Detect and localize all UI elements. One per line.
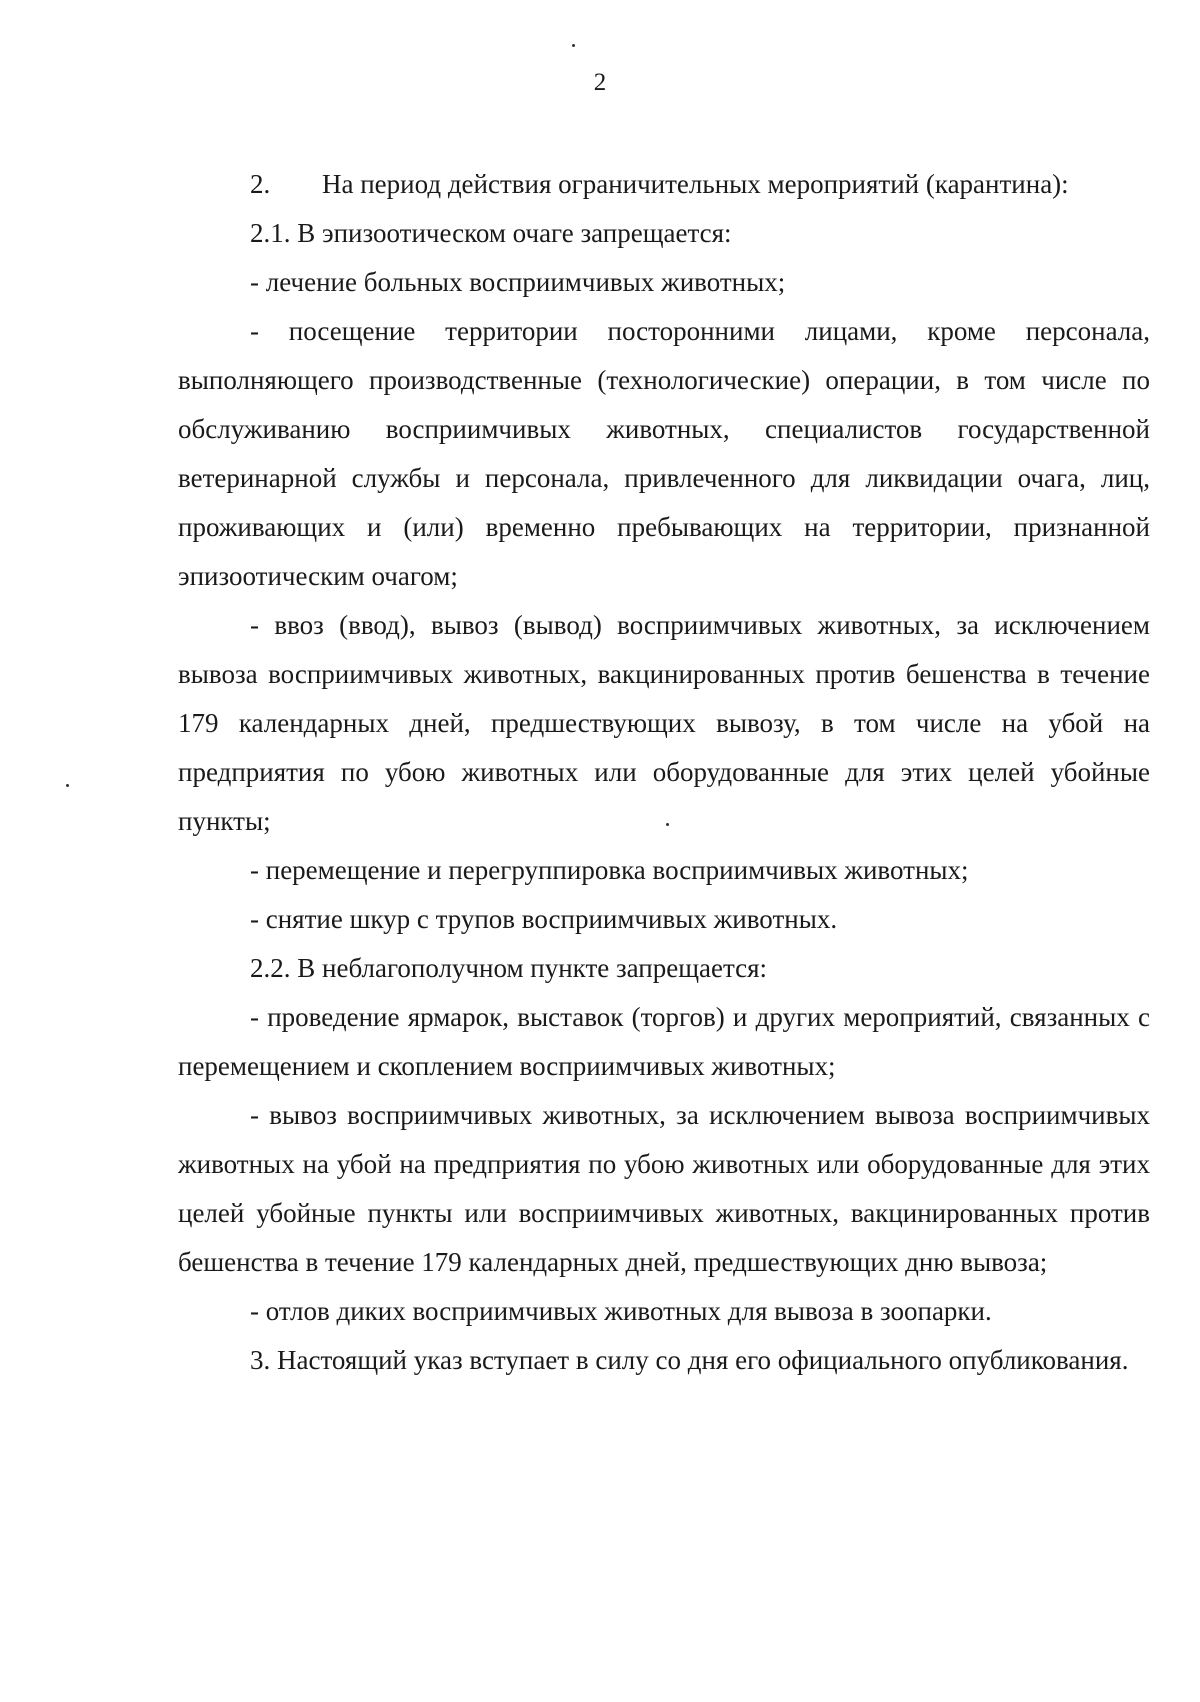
list-item-skins: - снятие шкур с трупов восприимчивых животных. — [250, 904, 838, 934]
list-item-import-export: - ввоз (ввод), вывоз (вывод) восприимчивых животных, за исключением вывоза восприимчивых животных, вакцинированных против бешенства в течение 179 календарных дней, предшествующих вывозу, в том числе на убой на предприятия по убою животных или оборудованные для этих целей убойные пункты; — [178, 610, 1150, 836]
scan-speck — [666, 823, 669, 826]
list-item-treatment: - лечение больных восприимчивых животных; — [250, 267, 786, 297]
paragraph-item-2 — [178, 160, 1150, 209]
paragraph-text: На период действия ограничительных мероприятий (карантина): — [322, 169, 1069, 199]
list-item-capture: - отлов диких восприимчивых животных для вывоза в зоопарки. — [250, 1296, 992, 1326]
list-item-fairs: - проведение ярмарок, выставок (торгов) и других мероприятий, связанных с перемещением и скоплением восприимчивых животных; — [178, 1002, 1150, 1081]
document-body — [178, 160, 1150, 1385]
list-item-export: - вывоз восприимчивых животных, за исключением вывоза восприимчивых животных на убой на предприятия по убою животных или оборудованные для этих целей убойные пункты или восприимчивых животных, вакцинированных против бешенства в течение 179 календарных дней, предшествующих дню вывоза; — [178, 1100, 1150, 1277]
paragraph-number: 2. — [250, 169, 271, 199]
scan-speck — [572, 44, 575, 47]
paragraph-item-3: 3. Настоящий указ вступает в силу со дня его официального опубликования. — [250, 1345, 1129, 1375]
paragraph-2-1-heading: 2.1. В эпизоотическом очаге запрещается: — [250, 218, 732, 248]
scan-speck — [66, 784, 69, 787]
list-item-relocation: - перемещение и перегруппировка восприимчивых животных; — [250, 855, 969, 885]
paragraph-2-2-heading: 2.2. В неблагополучном пункте запрещается: — [250, 953, 767, 983]
page-number: 2 — [593, 69, 607, 96]
list-item-visits: - посещение территории посторонними лицами, кроме персонала, выполняющего производственные (технологические) операции, в том числе по обслуживанию восприимчивых животных, специалистов государственной ветеринарной службы и персонала, привлеченного для ликвидации очага, лиц, проживающих и (или) временно пребывающих на территории, признанной эпизоотическим очагом; — [178, 316, 1150, 591]
